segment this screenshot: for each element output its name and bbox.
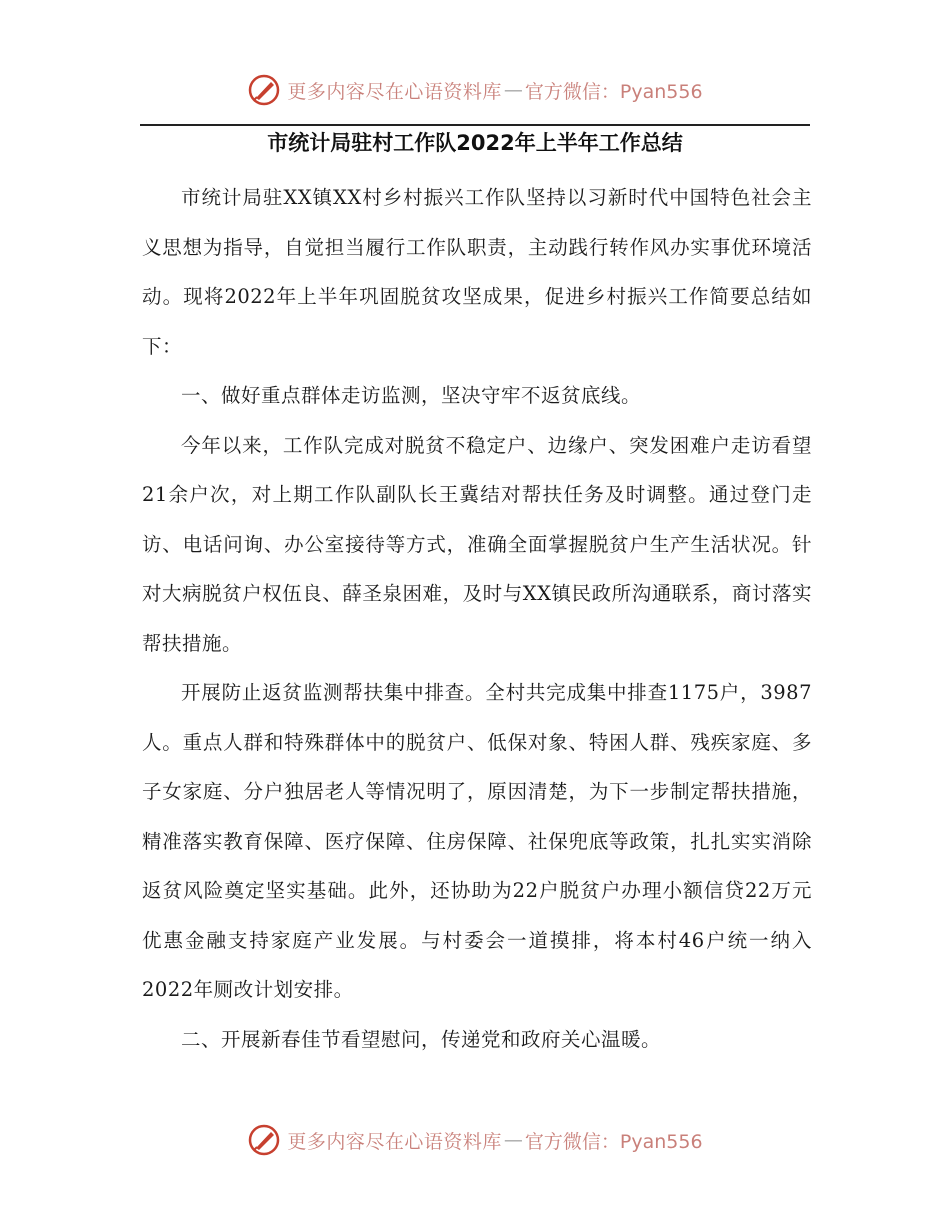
watermark-text: 更多内容尽在心语资料库 [287, 1130, 502, 1153]
paragraph: 今年以来，工作队完成对脱贫不稳定户、边缘户、突发困难户走访看望21余户次，对上期工作队副队长王冀结对帮扶任务及时调整。通过登门走访、电话问询、办公室接待等方式，准确全面掌握脱贫户生产生活状况。针对大病脱贫户权伍良、薛圣泉困难，及时与XX镇民政所沟通联系，商讨落实帮扶措施。 [142, 433, 812, 655]
header-watermark [0, 70, 950, 110]
paragraph: 市统计局驻XX镇XX村乡村振兴工作队坚持以习新时代中国特色社会主义思想为指导，自觉担当履行工作队职责，主动践行转作风办实事优环境活动。现将2022年上半年巩固脱贫攻坚成果，促进乡村振兴工作简要总结如下： [142, 186, 812, 358]
watermark-wechat: 官方微信：Pyan556 [524, 80, 703, 103]
footer-watermark [0, 1120, 950, 1160]
watermark-dash: — [503, 1129, 523, 1151]
quill-logo-icon [247, 1123, 281, 1157]
watermark-dash: — [503, 79, 523, 101]
section-heading: 二、开展新春佳节看望慰问，传递党和政府关心温暖。 [181, 1027, 662, 1051]
header-rule [140, 124, 810, 126]
section-heading: 一、做好重点群体走访监测，坚决守牢不返贫底线。 [181, 384, 642, 407]
paragraph: 开展防止返贫监测帮扶集中排查。全村共完成集中排查1175户，3987人。重点人群和特殊群体中的脱贫户、低保对象、特困人群、残疾家庭、多子女家庭、分户独居老人等情况明了，原因清楚，为下一步制定帮扶措施，精准落实教育保障、医疗保障、住房保障、社保兜底等政策，扎扎实实消除返贫风险奠定坚实基础。此外，还协助为22户脱贫户办理小额信贷22万元优惠金融支持家庭产业发展。与村委会一道摸排，将本村46户统一纳入2022年厕改计划安排。 [142, 681, 812, 1001]
quill-logo-icon [247, 73, 281, 107]
document-body [142, 173, 812, 1064]
watermark-wechat: 官方微信：Pyan556 [524, 1130, 703, 1153]
document-title: 市统计局驻村工作队2022年上半年工作总结 [267, 131, 683, 155]
watermark-text: 更多内容尽在心语资料库 [287, 80, 502, 103]
